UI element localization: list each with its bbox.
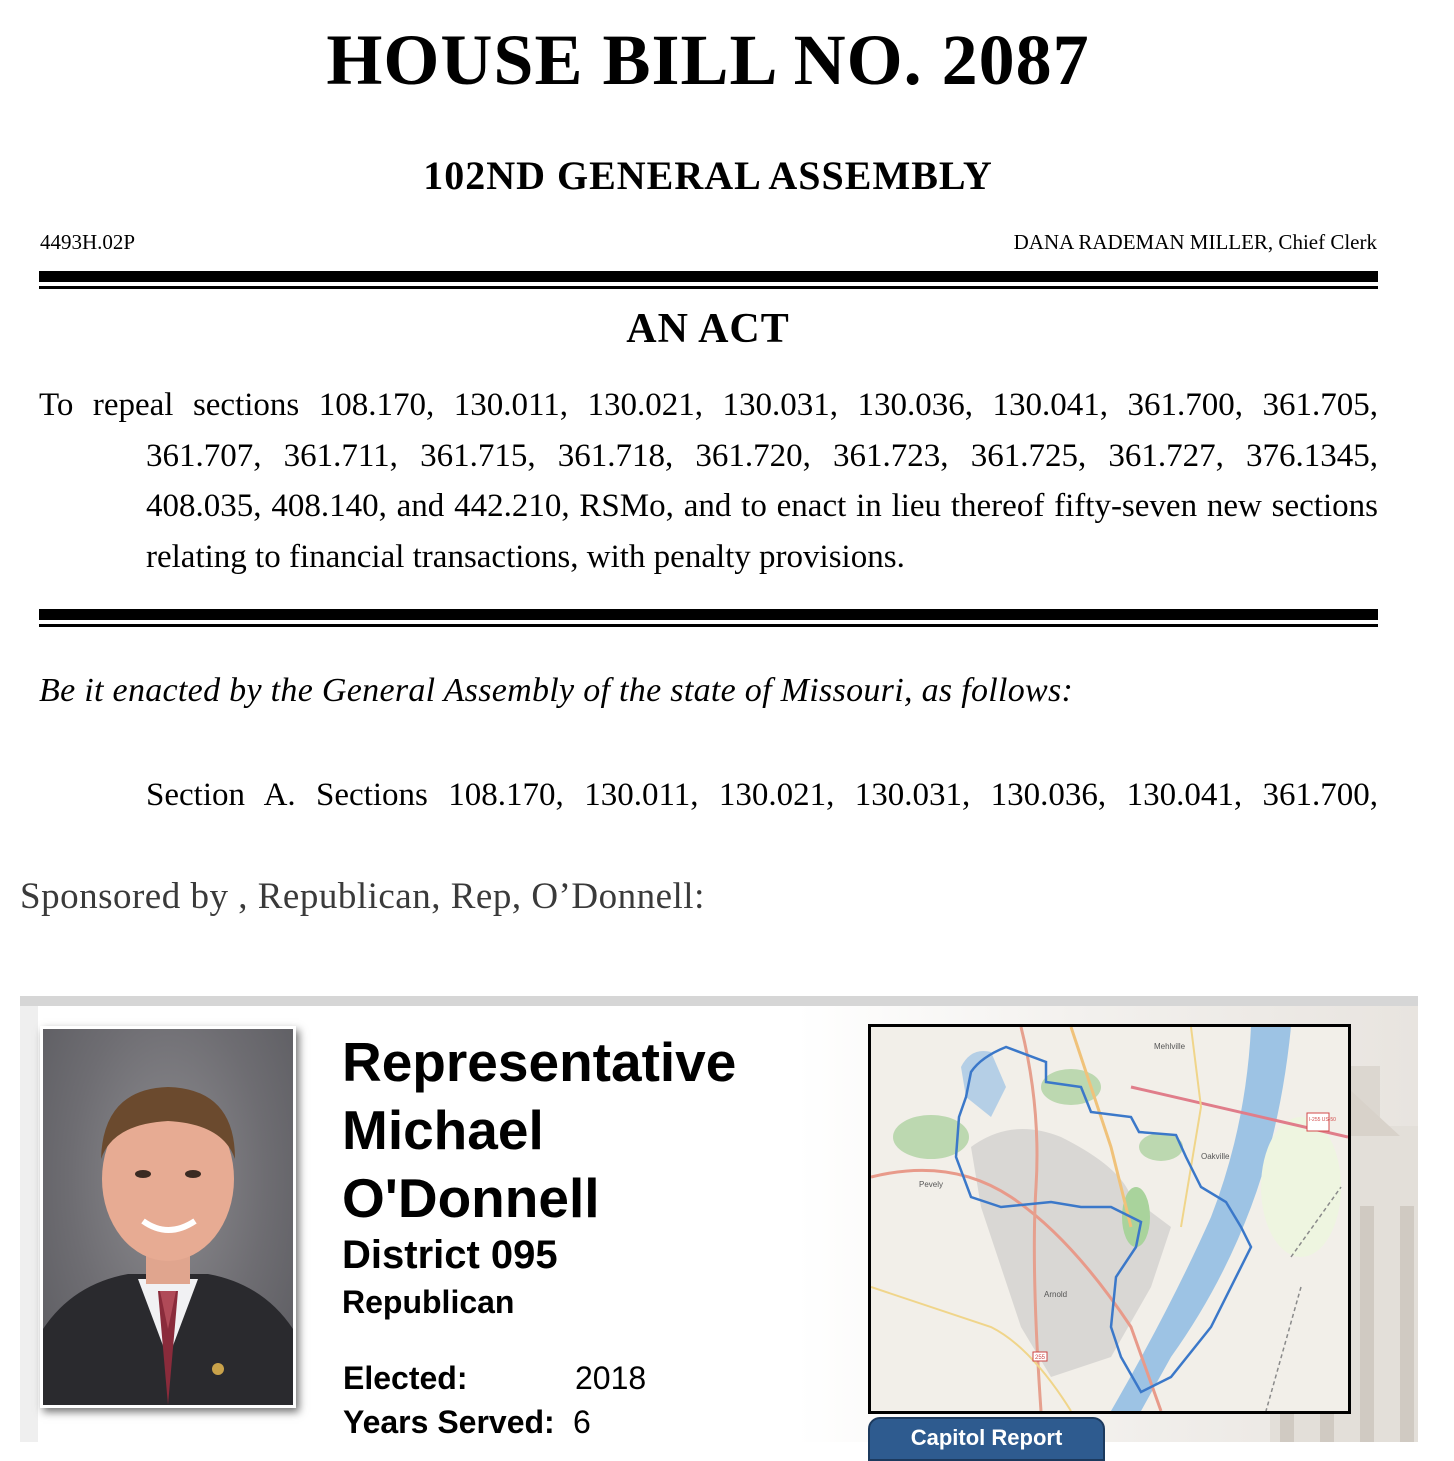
district-map[interactable] [868,1024,1351,1414]
representative-photo [40,1026,296,1408]
divider [39,609,1378,620]
divider [39,286,1378,289]
party-label: Republican [342,1284,515,1320]
map-highway-label: I-255 US-50 [1309,1117,1336,1123]
years-served-label: Years Served: [343,1404,555,1440]
chief-clerk: DANA RADEMAN MILLER, Chief Clerk [1013,230,1377,254]
divider [39,271,1378,282]
enacting-clause: Be it enacted by the General Assembly of the state of Missouri, as follows: [39,672,1074,709]
name-line: O'Donnell [342,1167,600,1229]
map-route-label: 255 [1035,1355,1046,1361]
elected-value: 2018 [575,1360,647,1396]
map-city-label: Arnold [1044,1290,1068,1299]
district-map-image [871,1027,1348,1411]
assembly-heading: 102ND GENERAL ASSEMBLY [423,153,993,198]
map-city-label: Mehlville [1154,1042,1186,1051]
elected-label: Elected: [343,1360,468,1396]
act-heading: AN ACT [626,306,790,352]
sponsor-line: Sponsored by , Republican, Rep, O’Donnell: [20,876,705,917]
name-line: Michael [342,1099,544,1161]
district-label: District 095 [342,1233,558,1277]
map-city-label: Pevely [919,1180,944,1189]
name-line: Representative [342,1031,737,1093]
representative-name [322,1028,736,1232]
section-a-text: Section A. Sections 108.170, 130.011, 130.021, 130.031, 130.036, 130.041, 361.700, [146,777,1378,812]
divider [39,624,1378,627]
portrait-image [43,1029,293,1405]
card-top-bar [20,996,1418,1006]
map-city-label: Oakville [1201,1152,1230,1161]
capitol-report-button[interactable]: Capitol Report [868,1417,1105,1461]
years-served-value: 6 [573,1404,591,1440]
act-title-text: To repeal sections 108.170, 130.011, 130.021, 130.031, 130.036, 130.041, 361.700, 361.705, 361.707, 361.711, 361.715, 361.718, 361.720, 361.723, 361.725, 361.727, 376.1345, 408.035, 408.140, and 442.210, RSMo, and to enact in lieu thereof fifty-seven new sections relating to financial transactions, with penalty provisions. [39,387,1378,575]
bill-title: HOUSE BILL NO. 2087 [326,20,1090,100]
document-code: 4493H.02P [40,230,136,254]
